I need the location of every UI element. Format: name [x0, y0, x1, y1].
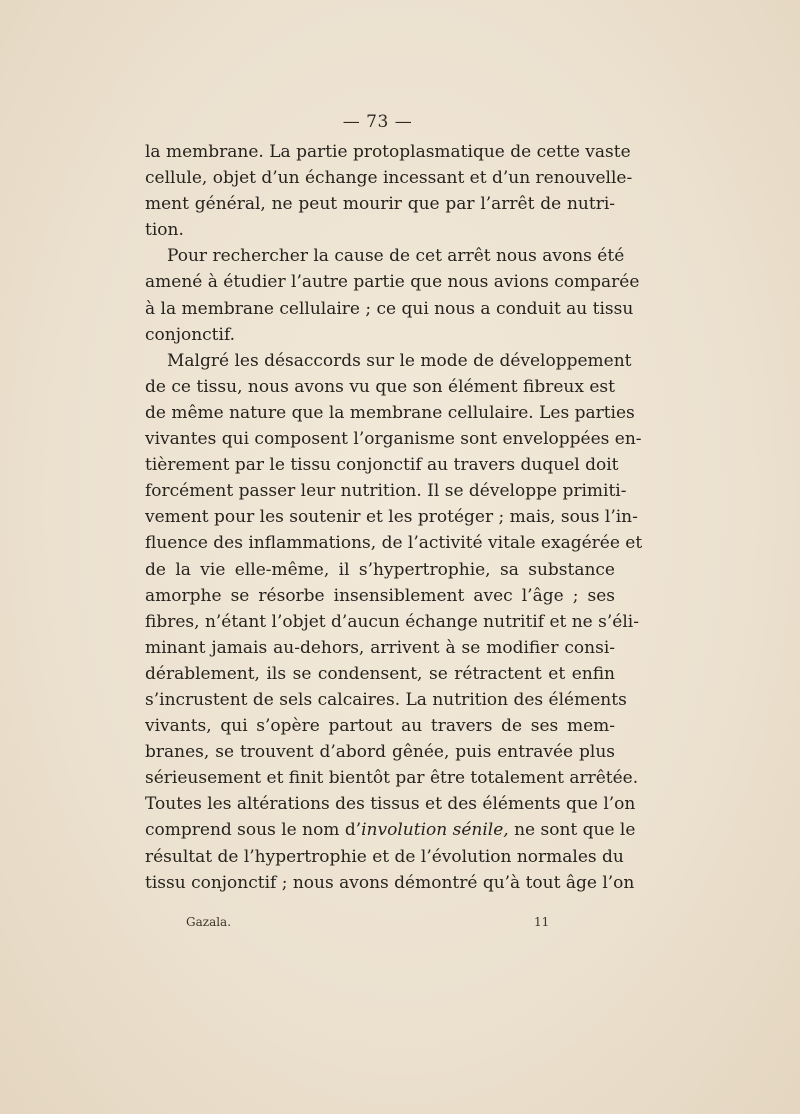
text-line-with-italic [145, 817, 636, 843]
text-line: minant jamais au-dehors, arrivent à se modifier consi- [145, 637, 615, 658]
text-line: sérieusement et finit bientôt par être totalement arrêtée. [145, 768, 639, 789]
text-line: vivants, qui s’opère partout au travers de ses mem- [145, 716, 615, 737]
text-line: tion. [145, 220, 184, 241]
text-segment: comprend sous le nom d’ [145, 820, 362, 841]
text-line: de même nature que la membrane cellulaire. Les parties [145, 402, 635, 423]
text-line: vement pour les soutenir et les protéger ; mais, sous l’in- [145, 507, 638, 528]
text-line: branes, se trouvent d’abord gênée, puis entravée plus [145, 742, 615, 763]
body-text [145, 139, 643, 896]
text-line: dérablement, ils se condensent, se rétractent et enfin [145, 663, 615, 684]
text-segment: ne sont que le [508, 820, 636, 841]
text-line: fibres, n’étant l’objet d’aucun échange nutritif et ne s’éli- [145, 611, 639, 632]
text-line: forcément passer leur nutrition. Il se développe primiti- [145, 481, 627, 502]
text-line: la membrane. La partie protoplasmatique de cette vaste [145, 142, 631, 162]
italic-term: involution sénile, [361, 820, 509, 841]
text-line: Pour rechercher la cause de cet arrêt nous avons été [167, 246, 625, 267]
text-line: tissu conjonctif ; nous avons démontré qu’à tout âge l’on [145, 872, 635, 893]
text-line: de ce tissu, nous avons vu que son élément fibreux est [145, 376, 615, 397]
text-line: ment général, ne peut mourir que par l’arrêt de nutri- [145, 194, 615, 215]
text-line: amorphe se résorbe insensiblement avec l’âge ; ses [145, 585, 615, 606]
text-line: à la membrane cellulaire ; ce qui nous a conduit au tissu [145, 298, 634, 319]
text-line: de la vie elle-même, il s’hypertrophie, sa substance [145, 559, 615, 580]
text-line: résultat de l’hypertrophie et de l’évolution normales du [145, 846, 624, 867]
text-line: Toutes les altérations des tissus et des éléments que l’on [145, 794, 636, 815]
text-line: tièrement par le tissu conjonctif au travers duquel doit [145, 455, 619, 476]
text-line: cellule, objet d’un échange incessant et d’un renouvelle- [145, 168, 633, 189]
page-number: — 73 — [342, 112, 413, 132]
text-line: Malgré les désaccords sur le mode de développement [167, 350, 632, 371]
signature-mark: Gazala. [186, 915, 232, 929]
signature-number: 11 [534, 915, 550, 929]
text-line: vivantes qui composent l’organisme sont enveloppées en- [145, 429, 642, 450]
text-line: s’incrustent de sels calcaires. La nutrition des éléments [145, 689, 627, 710]
text-line: conjonctif. [145, 324, 236, 345]
text-line: amené à étudier l’autre partie que nous avions comparée [145, 272, 640, 293]
text-line: fluence des inflammations, de l’activité vitale exagérée et [145, 533, 643, 554]
